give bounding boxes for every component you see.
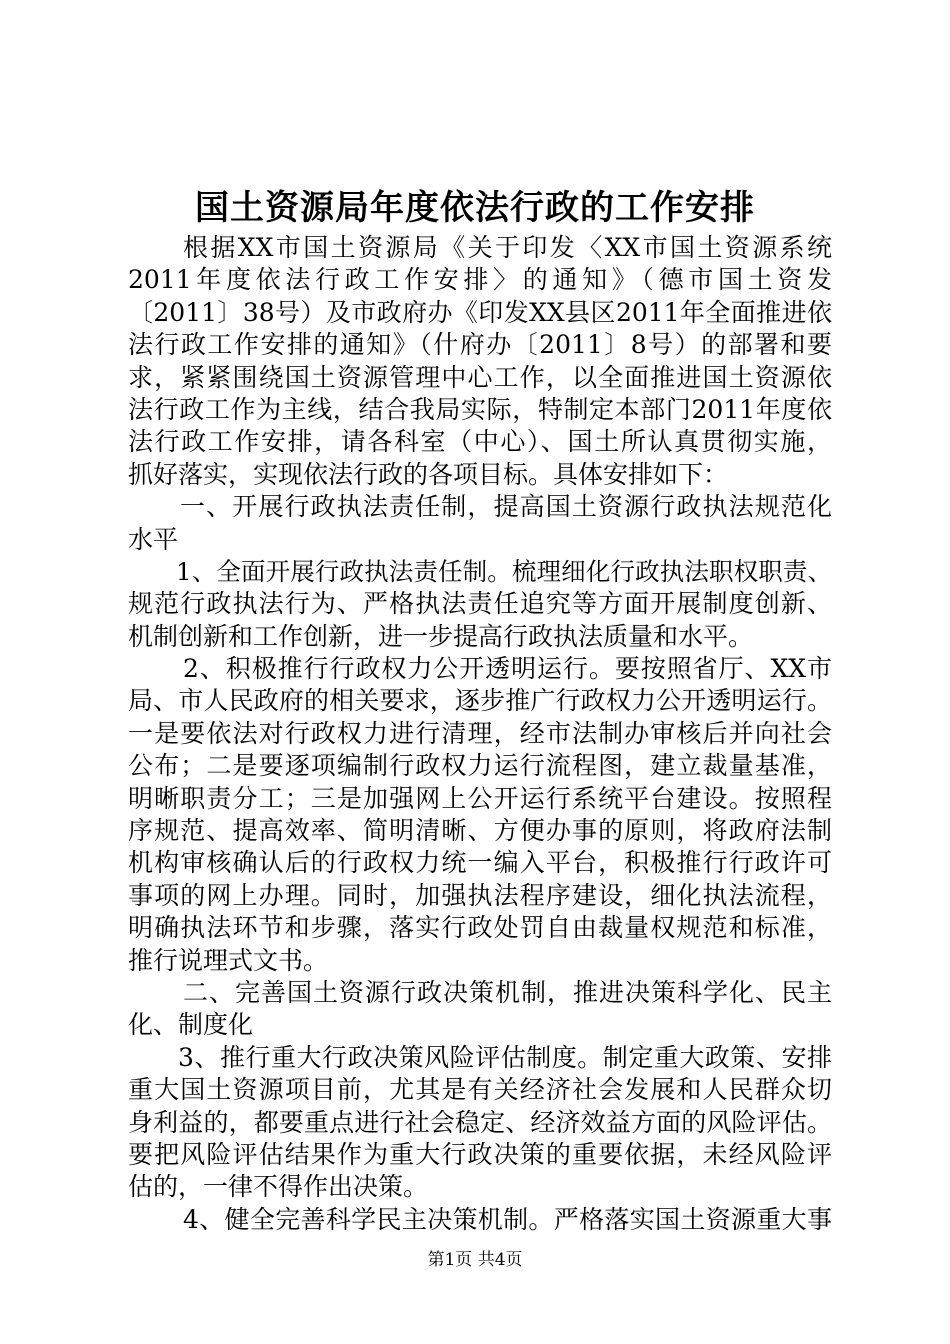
body-line: 公布；二是要逐项编制行政权力运行流程图，建立裁量基准， [128,751,832,781]
body-line: 法行政工作安排的通知》（什府办〔2011〕8号）的部署和要 [128,330,832,360]
section-heading-line: 化、制度化 [128,1010,254,1040]
document-title: 国土资源局年度依法行政的工作安排 [195,188,755,228]
body-line: 法行政工作安排，请各科室（中心）、国土所认真贯彻实施， [128,427,832,457]
body-line: 4、健全完善科学民主决策机制。严格落实国土资源重大事 [183,1204,832,1234]
page-number-footer: 第1页 共4页 [427,1250,523,1270]
body-line: 1、全面开展行政执法责任制。梳理细化行政执法职权职责、 [176,556,832,586]
body-line: 一是要依法对行政权力进行清理，经市法制办审核后并向社会 [128,718,832,748]
body-line: 明晰职责分工；三是加强网上公开运行系统平台建设。按照程 [128,783,832,813]
body-line: 局、市人民政府的相关要求，逐步推广行政权力公开透明运行。 [128,686,832,716]
document-body [128,232,832,1236]
body-line: 〔2011〕38号）及市政府办《印发XX县区2011年全面推进依 [128,297,832,327]
section-heading-line: 水平 [128,524,179,554]
body-line: 规范行政执法行为、严格执法责任追究等方面开展制度创新、 [128,589,832,619]
body-line: 估的，一律不得作出决策。 [128,1172,429,1202]
body-line: 机制创新和工作创新，进一步提高行政执法质量和水平。 [128,621,754,651]
body-line: 求，紧紧围绕国土资源管理中心工作，以全面推进国土资源依 [128,362,832,392]
body-line: 根据XX市国土资源局《关于印发〈XX市国土资源系统 [183,233,832,262]
body-line: 明确执法环节和步骤，落实行政处罚自由裁量权规范和标准， [128,913,832,943]
body-line: 机构审核确认后的行政权力统一编入平台，积极推行行政许可 [128,848,832,878]
section-heading-line: 二、完善国土资源行政决策机制，推进决策科学化、民主 [183,977,832,1007]
body-line: 3、推行重大行政决策风险评估制度。制定重大政策、安排 [178,1042,832,1072]
section-heading-line: 一、开展行政执法责任制，提高国土资源行政执法规范化 [180,492,832,522]
body-line: 序规范、提高效率、简明清晰、方便办事的原则，将政府法制 [128,816,832,846]
body-line: 重大国土资源项目前，尤其是有关经济社会发展和人民群众切 [128,1075,832,1105]
body-line: 身利益的，都要重点进行社会稳定、经济效益方面的风险评估。 [128,1107,832,1137]
body-line: 抓好落实，实现依法行政的各项目标。具体安排如下： [128,459,729,489]
body-line: 2、积极推行行政权力公开透明运行。要按照省厅、XX市 [183,654,832,684]
body-line: 要把风险评估结果作为重大行政决策的重要依据，未经风险评 [128,1139,832,1169]
body-line: 2011年度依法行政工作安排〉的通知》（德市国土资发 [128,265,832,295]
body-line: 法行政工作为主线，结合我局实际，特制定本部门2011年度依 [128,394,832,424]
body-line: 事项的网上办理。同时，加强执法程序建设，细化执法流程， [128,880,832,910]
body-line: 推行说理式文书。 [128,945,329,975]
